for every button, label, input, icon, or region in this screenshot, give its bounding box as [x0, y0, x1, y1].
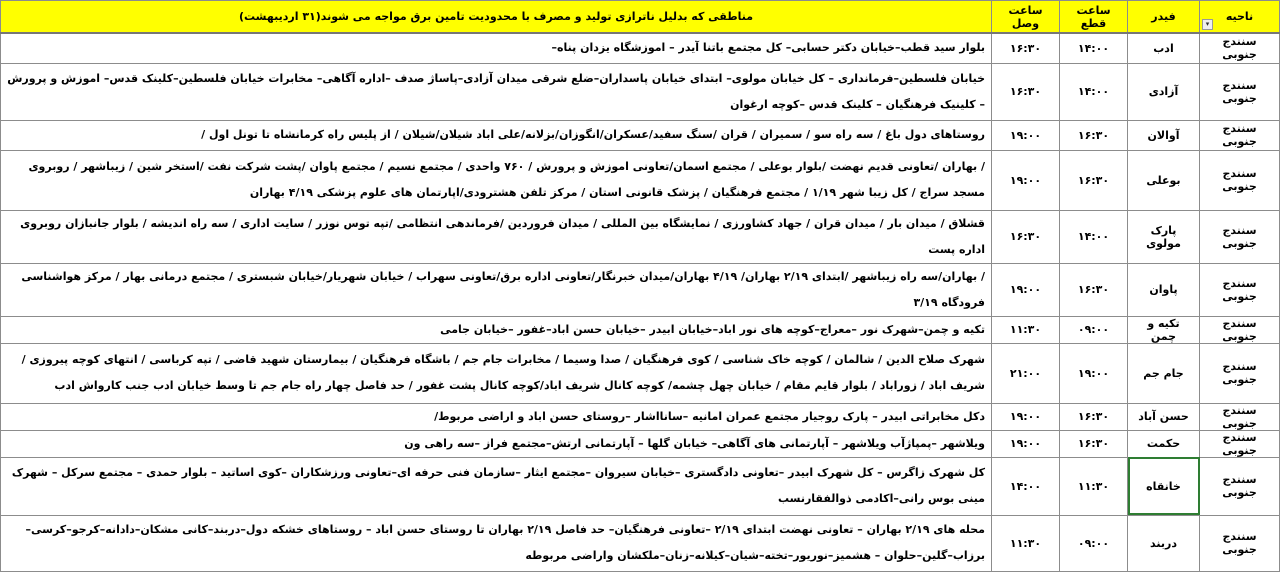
- feeder-cell[interactable]: پارک مولوی: [1128, 210, 1200, 263]
- areas-cell[interactable]: خیابان فلسطین–فرمانداری – کل خیابان مولوی– ابتدای خیابان پاسداران–ضلع شرقی میدان آزادی–پاساژ صدف –اداره آگاهی– مخابرات خیابان فلسطین–کلینک قدس– اموزش و پرورش – کلینیک فرهنگیان – کلینک قدس –کوچه ارغوان: [1, 63, 992, 120]
- feeder-cell[interactable]: آوالان: [1128, 120, 1200, 150]
- feeder-cell[interactable]: دربند: [1128, 515, 1200, 571]
- feeder-cell[interactable]: آزادی: [1128, 63, 1200, 120]
- region-cell[interactable]: سنندج جنوبی: [1200, 263, 1280, 316]
- region-cell[interactable]: سنندج جنوبی: [1200, 33, 1280, 63]
- restore-time-cell[interactable]: ۲۱:۰۰: [992, 343, 1060, 403]
- cut-time-cell[interactable]: ۰۹:۰۰: [1060, 515, 1128, 571]
- restore-time-cell[interactable]: ۱۱:۳۰: [992, 316, 1060, 343]
- region-cell[interactable]: سنندج جنوبی: [1200, 316, 1280, 343]
- areas-cell[interactable]: دکل مخابراتی ابیدر – پارک روجیار مجتمع عمران امانیه –سانااشار –روستای حسن اباد و اراضی مربوط/: [1, 403, 992, 430]
- restore-time-cell[interactable]: ۱۴:۰۰: [992, 457, 1060, 515]
- region-cell[interactable]: سنندج جنوبی: [1200, 150, 1280, 210]
- table-row: [1, 120, 1280, 150]
- cut-time-cell[interactable]: ۱۱:۳۰: [1060, 457, 1128, 515]
- table-row: [1, 210, 1280, 263]
- restore-time-cell[interactable]: ۱۱:۳۰: [992, 515, 1060, 571]
- feeder-cell[interactable]: ادب: [1128, 33, 1200, 63]
- areas-cell[interactable]: شهرک صلاح الدین / شالمان / کوچه خاک شناسی / کوی فرهنگیان / صدا وسیما / مخابرات جام جم / باشگاه فرهنگیان / بیمارستان شهید قاضی / تپه کرباسی / انتهای کوچه پیروزی / شریف اباد / زوراباد / بلوار قایم مقام / خیابان چهل چشمه/ کوچه کانال شریف اباد/کوچه کانال پشت غفور / حد فاصل چهار راه جام جم تا وسط خیابان ادب جنب کارواش ادب: [1, 343, 992, 403]
- cut-time-cell[interactable]: ۱۴:۰۰: [1060, 33, 1128, 63]
- feeder-cell[interactable]: تکیه و چمن: [1128, 316, 1200, 343]
- feeder-cell[interactable]: حکمت: [1128, 430, 1200, 457]
- areas-cell[interactable]: بلوار سید قطب–خیابان دکتر حسابی– کل مجتمع باتنا آیدر – اموزشگاه یزدان پناه–: [1, 33, 992, 63]
- cut-time-cell[interactable]: ۱۹:۰۰: [1060, 343, 1128, 403]
- table-row: [1, 316, 1280, 343]
- table-row: [1, 263, 1280, 316]
- table-row: [1, 33, 1280, 63]
- cut-time-cell[interactable]: ۰۹:۰۰: [1060, 316, 1128, 343]
- restore-time-cell[interactable]: ۱۹:۰۰: [992, 403, 1060, 430]
- header-row: [1, 1, 1280, 34]
- region-cell[interactable]: سنندج جنوبی: [1200, 63, 1280, 120]
- areas-cell[interactable]: / بهاران /تعاونی قدیم نهضت /بلوار بوعلی / مجتمع اسمان/تعاونی اموزش و پرورش / ۷۶۰ واحدی / مجتمع نسیم / مجتمع پاوان /پشت شرکت نفت /استخر شین / زیباشهر / روبروی مسجد سراج / کل زیبا شهر ۱/۱۹ / مجتمع فرهنگیان / پزشک قانونی استان / مرکز تلفن هشترودی/اپارتمان های علوم پزشکی ۴/۱۹ بهاران: [1, 150, 992, 210]
- areas-cell[interactable]: / بهاران/سه راه زیباشهر /ابتدای ۲/۱۹ بهاران/ ۴/۱۹ بهاران/میدان خبرنگار/تعاونی اداره برق/تعاونی سهراب / خیابان شهریار/خیابان شبستری / مجتمع درمانی بهار / مرکز هواشناسی فرودگاه ۳/۱۹: [1, 263, 992, 316]
- header-feeder[interactable]: فیدر: [1128, 1, 1200, 34]
- restore-time-cell[interactable]: ۱۶:۳۰: [992, 210, 1060, 263]
- filter-dropdown-icon[interactable]: ▾: [1202, 19, 1213, 30]
- region-cell[interactable]: سنندج جنوبی: [1200, 403, 1280, 430]
- restore-time-cell[interactable]: ۱۹:۰۰: [992, 120, 1060, 150]
- feeder-cell[interactable]: جام جم: [1128, 343, 1200, 403]
- restore-time-cell[interactable]: ۱۹:۰۰: [992, 150, 1060, 210]
- cut-time-cell[interactable]: ۱۶:۳۰: [1060, 263, 1128, 316]
- feeder-cell[interactable]: بوعلی: [1128, 150, 1200, 210]
- feeder-cell[interactable]: خانقاه: [1128, 457, 1200, 515]
- table-row: [1, 430, 1280, 457]
- areas-cell[interactable]: محله های ۲/۱۹ بهاران – تعاونی نهضت ابتدای ۲/۱۹ –تعاونی فرهنگیان– حد فاصل ۲/۱۹ بهاران تا روستای حسن اباد – روستاهای خشکه دول–دربند–کانی مشکان–دادانه–کرجو–کرسی–برزاب–گلین–حلوان – هشمیز–نوریور–تخته–شیان–کیلانه–زنان–ملکشان واراضی مربوطه: [1, 515, 992, 571]
- areas-cell[interactable]: قشلاق / میدان بار / میدان قران / جهاد کشاورزی / نمایشگاه بین المللی / میدان فروردین /فرماندهی انتظامی /تپه توس نوزر / سایت اداری / سه راه اندیشه / بلوار جانبازان روبروی اداره پست: [1, 210, 992, 263]
- cut-time-cell[interactable]: ۱۶:۳۰: [1060, 403, 1128, 430]
- table-row: [1, 63, 1280, 120]
- restore-time-cell[interactable]: ۱۶:۳۰: [992, 63, 1060, 120]
- region-cell[interactable]: سنندج جنوبی: [1200, 457, 1280, 515]
- cut-time-cell[interactable]: ۱۶:۳۰: [1060, 430, 1128, 457]
- header-region-label: ناحیه: [1225, 10, 1254, 23]
- region-cell[interactable]: سنندج جنوبی: [1200, 430, 1280, 457]
- table-row: [1, 343, 1280, 403]
- feeder-cell[interactable]: پاوان: [1128, 263, 1200, 316]
- areas-cell[interactable]: کل شهرک زاگرس – کل شهرک ابیدر –تعاونی دادگستری –خیابان سیروان –مجتمع ایثار –سازمان فنی حرفه ای–تعاونی ورزشکاران –کوی اساتید – بلوار حمدی – مجتمع سرکل – شهرک مینی بوس رانی–اکادمی ذوالفقارنسب: [1, 457, 992, 515]
- region-cell[interactable]: سنندج جنوبی: [1200, 515, 1280, 571]
- feeder-cell[interactable]: حسن آباد: [1128, 403, 1200, 430]
- cut-time-cell[interactable]: ۱۶:۳۰: [1060, 150, 1128, 210]
- restore-time-cell[interactable]: ۱۶:۳۰: [992, 33, 1060, 63]
- areas-cell[interactable]: تکیه و چمن–شهرک نور –معراج–کوچه های نور اباد–خیابان ابیدر –خیابان حسن اباد–غفور –خیابان جامی: [1, 316, 992, 343]
- header-region[interactable]: [1200, 1, 1280, 34]
- restore-time-cell[interactable]: ۱۹:۰۰: [992, 263, 1060, 316]
- cut-time-cell[interactable]: ۱۶:۳۰: [1060, 120, 1128, 150]
- cut-time-cell[interactable]: ۱۴:۰۰: [1060, 210, 1128, 263]
- table-row: [1, 403, 1280, 430]
- header-restore-time[interactable]: ساعت وصل: [992, 1, 1060, 34]
- table-row: [1, 457, 1280, 515]
- cut-time-cell[interactable]: ۱۴:۰۰: [1060, 63, 1128, 120]
- region-cell[interactable]: سنندج جنوبی: [1200, 343, 1280, 403]
- header-cut-time[interactable]: ساعت قطع: [1060, 1, 1128, 34]
- areas-cell[interactable]: روستاهای دول باغ / سه راه سو / سمیران / قران /سنگ سفید/عسکران/انگوزان/بزلانه/علی اباد شیلان/شیلان / از پلیس راه کرمانشاه تا تونل اول /: [1, 120, 992, 150]
- restore-time-cell[interactable]: ۱۹:۰۰: [992, 430, 1060, 457]
- table-row: [1, 515, 1280, 571]
- region-cell[interactable]: سنندج جنوبی: [1200, 210, 1280, 263]
- header-areas[interactable]: مناطقی که بدلیل ناترازی تولید و مصرف با محدودیت تامین برق مواجه می شوند(۳۱ اردیبهشت): [1, 1, 992, 34]
- table-row: [1, 150, 1280, 210]
- region-cell[interactable]: سنندج جنوبی: [1200, 120, 1280, 150]
- areas-cell[interactable]: ویلاشهر –پمپاژآب ویلاشهر – آپارتمانی های آگاهی– خیابان گلها – آپارتمانی ارتش–مجتمع فراز –سه راهی ون: [1, 430, 992, 457]
